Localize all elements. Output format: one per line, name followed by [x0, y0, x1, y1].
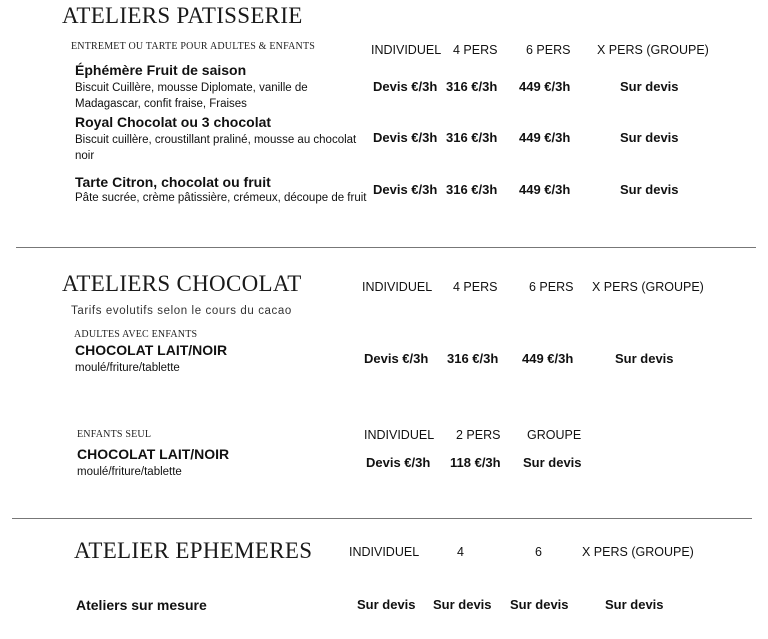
price-6pers: 449 €/3h — [519, 79, 571, 94]
price-group: Sur devis — [620, 130, 679, 145]
chocolat-header-group: X PERS (GROUPE) — [592, 280, 704, 294]
section-divider — [16, 247, 756, 248]
price-group: Sur devis — [620, 79, 679, 94]
patisserie-header-individuel: INDIVIDUEL — [371, 43, 442, 57]
patisserie-item-desc: Biscuit cuillère, croustillant praliné, mousse au chocolat noir — [75, 134, 357, 162]
patisserie-item-name: Royal Chocolat ou 3 chocolat — [75, 114, 272, 130]
ephemeres-item-name: Ateliers sur mesure — [76, 597, 207, 613]
section-title-ephemeres: ATELIER EPHEMERES — [74, 538, 313, 563]
price-individuel: Sur devis — [357, 597, 416, 612]
caption-kids: ENFANTS SEUL — [77, 429, 152, 440]
ephemeres-header-group: X PERS (GROUPE) — [582, 545, 694, 559]
price-individuel: Devis €/3h — [366, 455, 431, 470]
price-4pers: 316 €/3h — [446, 130, 498, 145]
kids-header-2pers: 2 PERS — [456, 428, 501, 442]
price-group: Sur devis — [605, 597, 664, 612]
price-4: Sur devis — [433, 597, 492, 612]
price-individuel: Devis €/3h — [373, 79, 438, 94]
chocolat-header-6pers: 6 PERS — [529, 280, 574, 294]
patisserie-header-group: X PERS (GROUPE) — [597, 43, 709, 57]
price-group: Sur devis — [523, 455, 582, 470]
ephemeres-header-6: 6 — [535, 545, 542, 559]
patisserie-item-name: Éphémère Fruit de saison — [75, 62, 247, 78]
section-title-chocolat: ATELIERS CHOCOLAT — [62, 271, 302, 296]
ephemeres-header-individuel: INDIVIDUEL — [349, 545, 420, 559]
price-4pers: 316 €/3h — [446, 182, 498, 197]
kids-item-name: CHOCOLAT LAIT/NOIR — [77, 446, 230, 462]
price-group: Sur devis — [615, 351, 674, 366]
price-individuel: Devis €/3h — [364, 351, 429, 366]
chocolat-item-desc: moulé/friture/tablette — [75, 362, 180, 374]
price-individuel: Devis €/3h — [373, 182, 438, 197]
chocolat-subtitle: Tarifs evolutifs selon le cours du cacao — [71, 305, 292, 317]
kids-header-individuel: INDIVIDUEL — [364, 428, 435, 442]
caption-adults: ADULTES AVEC ENFANTS — [74, 329, 198, 340]
chocolat-item-name: CHOCOLAT LAIT/NOIR — [75, 342, 228, 358]
chocolat-header-4pers: 4 PERS — [453, 280, 498, 294]
patisserie-header-6pers: 6 PERS — [526, 43, 571, 57]
patisserie-item-desc: Pâte sucrée, crème pâtissière, crémeux, découpe de fruit — [75, 192, 367, 204]
price-4pers: 316 €/3h — [446, 79, 498, 94]
price-6pers: 449 €/3h — [519, 182, 571, 197]
patisserie-header-4pers: 4 PERS — [453, 43, 498, 57]
caption-patisserie: ENTREMET OU TARTE POUR ADULTES & ENFANTS — [71, 41, 316, 52]
price-individuel: Devis €/3h — [373, 130, 438, 145]
price-2pers: 118 €/3h — [450, 455, 501, 470]
price-6: Sur devis — [510, 597, 569, 612]
price-6pers: 449 €/3h — [519, 130, 571, 145]
chocolat-header-individuel: INDIVIDUEL — [362, 280, 433, 294]
price-6pers: 449 €/3h — [522, 351, 574, 366]
price-4pers: 316 €/3h — [447, 351, 499, 366]
ephemeres-header-4: 4 — [457, 545, 464, 559]
section-divider — [12, 518, 752, 519]
patisserie-item-name: Tarte Citron, chocolat ou fruit — [75, 174, 271, 190]
kids-item-desc: moulé/friture/tablette — [77, 466, 182, 478]
section-title-patisserie: ATELIERS PATISSERIE — [62, 3, 303, 28]
price-group: Sur devis — [620, 182, 679, 197]
kids-header-group: GROUPE — [527, 428, 582, 442]
patisserie-item-desc: Biscuit Cuillère, mousse Diplomate, vanille de Madagascar, confit fraise, Fraises — [75, 82, 308, 110]
